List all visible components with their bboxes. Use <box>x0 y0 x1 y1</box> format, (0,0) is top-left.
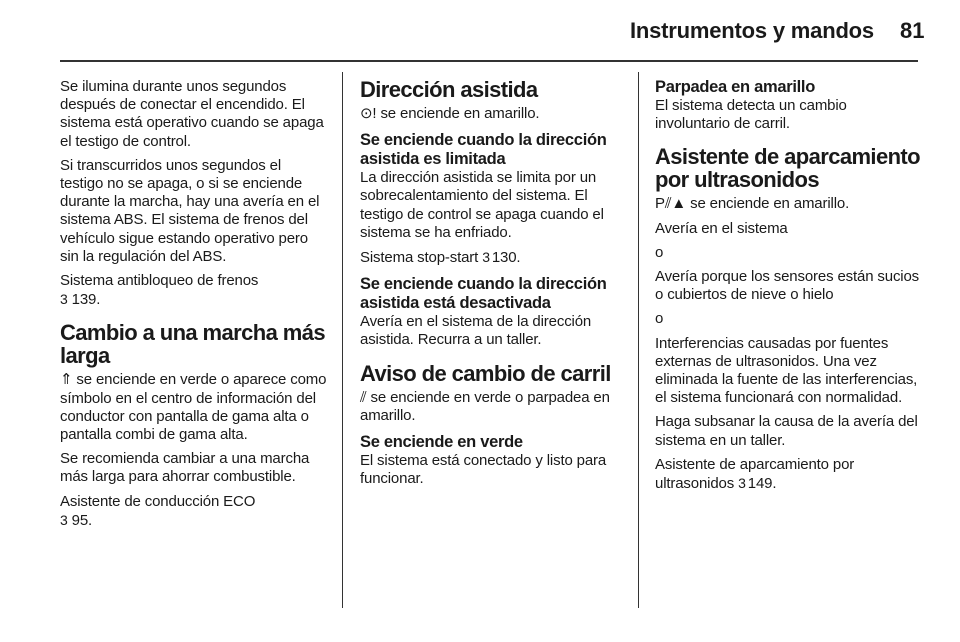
paragraph-stop-start-ref <box>360 248 628 267</box>
page-ref-arrow-icon: 3 <box>60 511 68 528</box>
page-ref-number: 130. <box>491 249 521 267</box>
upshift-symbol-text: se enciende en verde o aparece como símbolo en el centro de información del conductor con pantalla de gama alta o pantalla combi de gama alta. <box>60 371 327 444</box>
parking-assist-icon: P⫽▲ <box>655 195 687 213</box>
column-1 <box>60 78 328 536</box>
page-ref-arrow-icon: 3 <box>60 291 68 308</box>
column-divider-left <box>342 72 343 608</box>
ref-text: Sistema stop-start <box>360 249 479 267</box>
upshift-indicator-icon: ⇑ <box>60 371 73 389</box>
paragraph-lane-green: El sistema está conectado y listo para funcionar. <box>360 452 607 488</box>
paragraph-or-2: o <box>655 310 664 328</box>
paragraph-upshift-recommend: Se recomienda cambiar a una marcha más larga para ahorrar combustible. <box>60 450 310 486</box>
steering-symbol-text: se enciende en amarillo. <box>380 105 540 122</box>
page-ref-number: 95. <box>71 511 93 529</box>
paragraph-steering-limited: La dirección asistida se limita por un sobrecalentamiento del sistema. El testigo de control se apaga cuando el sistema se ha enfriado. <box>360 169 604 241</box>
subheading-lane-green: Se enciende en verde <box>360 433 523 452</box>
ref-text: Asistente de aparcamiento por ultrasonidos <box>655 455 855 493</box>
heading-upshift: Cambio a una marcha más larga <box>60 320 325 369</box>
paragraph-steering-symbol <box>360 105 628 123</box>
page-header-title: Instrumentos y mandos <box>630 18 874 43</box>
heading-parking-assist: Asistente de aparcamiento por ultrasonidos <box>655 144 920 193</box>
paragraph-eco-ref <box>60 493 328 530</box>
paragraph-abs-ref <box>60 272 328 309</box>
paragraph-parking-ref <box>655 456 923 493</box>
column-divider-right <box>638 72 639 608</box>
page-ref-number: 139. <box>71 291 101 309</box>
paragraph-lane-symbol <box>360 389 628 425</box>
paragraph-parking-fault: Avería en el sistema <box>655 219 788 237</box>
subheading-steering-limited: Se enciende cuando la dirección asistida es limitada <box>360 131 607 169</box>
paragraph-abs-fault: Si transcurridos unos segundos el testigo no se apaga, o si se enciende durante la marcha, hay una avería en el sistema ABS. El sistema de frenos del vehículo sigue estando operativo pero sin la regulación del ABS. <box>60 156 320 265</box>
lane-symbol-text: se enciende en verde o parpadea en amarillo. <box>360 388 610 424</box>
paragraph-lane-yellow: El sistema detecta un cambio involuntario de carril. <box>655 97 847 133</box>
column-2 <box>360 78 628 494</box>
paragraph-or-1: o <box>655 243 664 261</box>
paragraph-parking-symbol <box>655 195 923 213</box>
parking-symbol-text: se enciende en amarillo. <box>690 195 850 213</box>
paragraph-parking-sensors: Avería porque los sensores están sucios o cubiertos de nieve o hielo <box>655 268 920 304</box>
paragraph-upshift-symbol <box>60 371 328 444</box>
page-ref-arrow-icon: 3 <box>482 249 490 266</box>
paragraph-parking-workshop: Haga subsanar la causa de la avería del sistema en un taller. <box>655 413 918 449</box>
column-3 <box>655 78 923 499</box>
page-number: 81 <box>900 18 925 43</box>
paragraph-parking-interference: Interferencias causadas por fuentes externas de ultrasonidos. Una vez eliminada la fuente de las interferencias, el sistema funcionará con normalidad. <box>655 334 918 407</box>
lane-departure-icon: ⫽ <box>360 388 367 406</box>
subheading-steering-disabled: Se enciende cuando la dirección asistida está desactivada <box>360 275 607 313</box>
ref-text: Sistema antibloqueo de frenos <box>60 272 259 290</box>
heading-lane-departure: Aviso de cambio de carril <box>360 360 611 386</box>
page-ref-number: 149. <box>747 475 777 493</box>
paragraph-abs-intro: Se ilumina durante unos segundos después de conectar el encendido. El sistema está operativo cuando se apaga el testigo de control. <box>60 78 324 150</box>
subheading-lane-yellow: Parpadea en amarillo <box>655 78 815 96</box>
header-divider <box>60 60 918 62</box>
paragraph-steering-disabled: Avería en el sistema de la dirección asistida. Recurra a un taller. <box>360 313 592 349</box>
heading-power-steering: Dirección asistida <box>360 77 538 102</box>
steering-warning-icon: ⊙! <box>360 105 377 122</box>
ref-text: Asistente de conducción ECO <box>60 492 256 510</box>
page-ref-arrow-icon: 3 <box>738 475 746 492</box>
